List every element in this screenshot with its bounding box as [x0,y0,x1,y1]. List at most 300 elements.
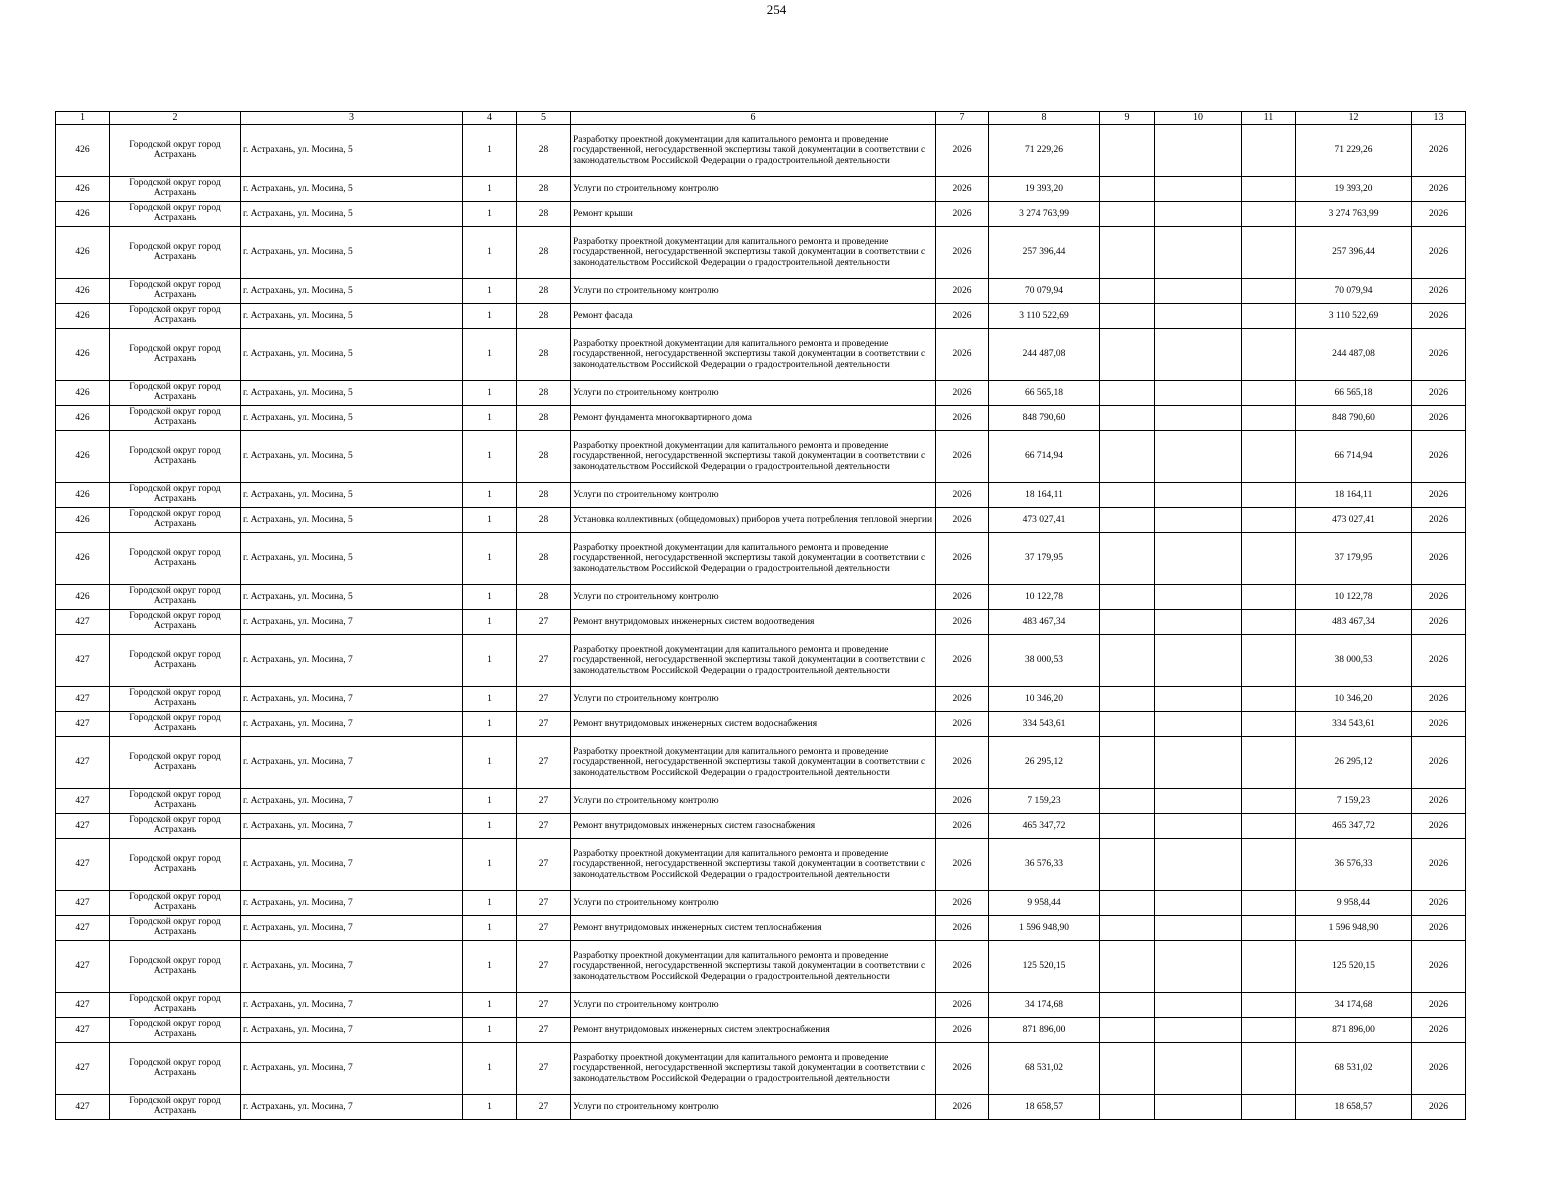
total-amount-cell: 9 958,44 [1296,891,1412,916]
col-4-value-cell: 1 [463,1043,517,1095]
row-number-cell: 426 [56,227,110,279]
col-10-value-cell [1155,227,1242,279]
col-9-value-cell [1100,1043,1155,1095]
column-number-7: 7 [936,112,989,125]
col-10-value-cell [1155,1018,1242,1043]
col-10-value-cell [1155,381,1242,406]
amount-cell: 10 122,78 [989,585,1100,610]
col-4-value-cell: 1 [463,381,517,406]
address-cell: г. Астрахань, ул. Мосина, 7 [241,1043,463,1095]
col-9-value-cell [1100,1095,1155,1120]
work-type-cell: Услуги по строительному контролю [571,891,936,916]
col-9-value-cell [1100,508,1155,533]
col-4-value-cell: 1 [463,585,517,610]
table-row [56,610,1466,635]
amount-cell: 483 467,34 [989,610,1100,635]
year-cell: 2026 [936,406,989,431]
address-cell: г. Астрахань, ул. Мосина, 5 [241,508,463,533]
col-9-value-cell [1100,585,1155,610]
municipality-cell: Городской округ город Астрахань [110,839,241,891]
col-4-value-cell: 1 [463,533,517,585]
total-amount-cell: 871 896,00 [1296,1018,1412,1043]
row-number-cell: 427 [56,737,110,789]
completion-year-cell: 2026 [1412,304,1466,329]
completion-year-cell: 2026 [1412,329,1466,381]
col-11-value-cell [1242,737,1296,789]
municipality-cell: Городской округ город Астрахань [110,789,241,814]
col-9-value-cell [1100,687,1155,712]
municipality-cell: Городской округ город Астрахань [110,483,241,508]
table-body [56,125,1466,1120]
col-11-value-cell [1242,916,1296,941]
amount-cell: 26 295,12 [989,737,1100,789]
work-type-cell: Услуги по строительному контролю [571,993,936,1018]
work-type-cell: Ремонт фасада [571,304,936,329]
col-5-value-cell: 28 [517,177,571,202]
municipality-cell: Городской округ город Астрахань [110,916,241,941]
address-cell: г. Астрахань, ул. Мосина, 7 [241,891,463,916]
total-amount-cell: 38 000,53 [1296,635,1412,687]
work-type-cell: Ремонт фундамента многоквартирного дома [571,406,936,431]
completion-year-cell: 2026 [1412,1095,1466,1120]
address-cell: г. Астрахань, ул. Мосина, 7 [241,814,463,839]
table-row [56,789,1466,814]
year-cell: 2026 [936,1043,989,1095]
amount-cell: 18 164,11 [989,483,1100,508]
address-cell: г. Астрахань, ул. Мосина, 5 [241,279,463,304]
column-number-1: 1 [56,112,110,125]
col-9-value-cell [1100,941,1155,993]
work-type-cell: Установка коллективных (общедомовых) приборов учета потребления тепловой энергии [571,508,936,533]
col-11-value-cell [1242,406,1296,431]
col-10-value-cell [1155,737,1242,789]
amount-cell: 465 347,72 [989,814,1100,839]
amount-cell: 66 565,18 [989,381,1100,406]
row-number-cell: 427 [56,712,110,737]
work-type-cell: Услуги по строительному контролю [571,279,936,304]
total-amount-cell: 483 467,34 [1296,610,1412,635]
total-amount-cell: 1 596 948,90 [1296,916,1412,941]
col-9-value-cell [1100,431,1155,483]
col-4-value-cell: 1 [463,406,517,431]
work-type-cell: Услуги по строительному контролю [571,177,936,202]
amount-cell: 19 393,20 [989,177,1100,202]
table-row [56,839,1466,891]
column-number-10: 10 [1155,112,1242,125]
col-11-value-cell [1242,1018,1296,1043]
amount-cell: 7 159,23 [989,789,1100,814]
year-cell: 2026 [936,789,989,814]
total-amount-cell: 334 543,61 [1296,712,1412,737]
col-4-value-cell: 1 [463,635,517,687]
col-11-value-cell [1242,483,1296,508]
row-number-cell: 426 [56,329,110,381]
col-11-value-cell [1242,202,1296,227]
total-amount-cell: 125 520,15 [1296,941,1412,993]
col-4-value-cell: 1 [463,227,517,279]
municipality-cell: Городской округ город Астрахань [110,279,241,304]
address-cell: г. Астрахань, ул. Мосина, 7 [241,1095,463,1120]
col-10-value-cell [1155,585,1242,610]
address-cell: г. Астрахань, ул. Мосина, 7 [241,916,463,941]
table-row [56,483,1466,508]
address-cell: г. Астрахань, ул. Мосина, 5 [241,125,463,177]
column-number-3: 3 [241,112,463,125]
column-number-6: 6 [571,112,936,125]
completion-year-cell: 2026 [1412,993,1466,1018]
col-4-value-cell: 1 [463,737,517,789]
col-9-value-cell [1100,712,1155,737]
completion-year-cell: 2026 [1412,737,1466,789]
table-row [56,508,1466,533]
work-type-cell: Ремонт внутридомовых инженерных систем водоснабжения [571,712,936,737]
row-number-cell: 427 [56,814,110,839]
col-4-value-cell: 1 [463,279,517,304]
col-11-value-cell [1242,635,1296,687]
municipality-cell: Городской округ город Астрахань [110,891,241,916]
completion-year-cell: 2026 [1412,585,1466,610]
year-cell: 2026 [936,687,989,712]
table-row [56,941,1466,993]
amount-cell: 244 487,08 [989,329,1100,381]
municipality-cell: Городской округ город Астрахань [110,381,241,406]
col-11-value-cell [1242,814,1296,839]
column-number-12: 12 [1296,112,1412,125]
col-4-value-cell: 1 [463,814,517,839]
address-cell: г. Астрахань, ул. Мосина, 5 [241,304,463,329]
col-5-value-cell: 27 [517,916,571,941]
col-9-value-cell [1100,202,1155,227]
year-cell: 2026 [936,304,989,329]
col-5-value-cell: 28 [517,585,571,610]
table-row [56,1018,1466,1043]
table-row [56,431,1466,483]
total-amount-cell: 3 274 763,99 [1296,202,1412,227]
col-5-value-cell: 28 [517,381,571,406]
col-4-value-cell: 1 [463,1018,517,1043]
col-5-value-cell: 27 [517,635,571,687]
col-5-value-cell: 27 [517,610,571,635]
table-row [56,635,1466,687]
table-row [56,533,1466,585]
work-type-cell: Ремонт внутридомовых инженерных систем газоснабжения [571,814,936,839]
col-5-value-cell: 27 [517,1018,571,1043]
municipality-cell: Городской округ город Астрахань [110,533,241,585]
total-amount-cell: 10 122,78 [1296,585,1412,610]
amount-cell: 125 520,15 [989,941,1100,993]
col-4-value-cell: 1 [463,941,517,993]
total-amount-cell: 68 531,02 [1296,1043,1412,1095]
year-cell: 2026 [936,533,989,585]
col-10-value-cell [1155,712,1242,737]
amount-cell: 71 229,26 [989,125,1100,177]
col-11-value-cell [1242,610,1296,635]
total-amount-cell: 70 079,94 [1296,279,1412,304]
year-cell: 2026 [936,279,989,304]
col-11-value-cell [1242,993,1296,1018]
address-cell: г. Астрахань, ул. Мосина, 5 [241,177,463,202]
col-5-value-cell: 27 [517,941,571,993]
row-number-cell: 427 [56,1095,110,1120]
col-4-value-cell: 1 [463,993,517,1018]
year-cell: 2026 [936,202,989,227]
total-amount-cell: 244 487,08 [1296,329,1412,381]
work-type-cell: Разработку проектной документации для капитального ремонта и проведение государственной, негосударственной экспертизы такой документации в соответствии с законодательством Российской Федерации о градостроительной деятельности [571,125,936,177]
completion-year-cell: 2026 [1412,406,1466,431]
municipality-cell: Городской округ город Астрахань [110,610,241,635]
row-number-cell: 427 [56,687,110,712]
col-5-value-cell: 28 [517,329,571,381]
col-9-value-cell [1100,177,1155,202]
col-5-value-cell: 28 [517,227,571,279]
address-cell: г. Астрахань, ул. Мосина, 7 [241,687,463,712]
row-number-cell: 426 [56,406,110,431]
table-row [56,891,1466,916]
work-type-cell: Разработку проектной документации для капитального ремонта и проведение государственной, негосударственной экспертизы такой документации в соответствии с законодательством Российской Федерации о градостроительной деятельности [571,737,936,789]
total-amount-cell: 848 790,60 [1296,406,1412,431]
col-10-value-cell [1155,1043,1242,1095]
table-row [56,406,1466,431]
col-9-value-cell [1100,227,1155,279]
col-4-value-cell: 1 [463,202,517,227]
work-type-cell: Разработку проектной документации для капитального ремонта и проведение государственной, негосударственной экспертизы такой документации в соответствии с законодательством Российской Федерации о градостроительной деятельности [571,329,936,381]
work-type-cell: Ремонт внутридомовых инженерных систем электроснабжения [571,1018,936,1043]
total-amount-cell: 34 174,68 [1296,993,1412,1018]
col-11-value-cell [1242,329,1296,381]
completion-year-cell: 2026 [1412,483,1466,508]
col-4-value-cell: 1 [463,712,517,737]
col-10-value-cell [1155,993,1242,1018]
year-cell: 2026 [936,508,989,533]
work-type-cell: Ремонт внутридомовых инженерных систем водоотведения [571,610,936,635]
municipality-cell: Городской округ город Астрахань [110,406,241,431]
amount-cell: 334 543,61 [989,712,1100,737]
total-amount-cell: 71 229,26 [1296,125,1412,177]
total-amount-cell: 10 346,20 [1296,687,1412,712]
col-4-value-cell: 1 [463,789,517,814]
amount-cell: 34 174,68 [989,993,1100,1018]
col-4-value-cell: 1 [463,483,517,508]
row-number-cell: 426 [56,533,110,585]
col-11-value-cell [1242,789,1296,814]
col-10-value-cell [1155,687,1242,712]
address-cell: г. Астрахань, ул. Мосина, 7 [241,712,463,737]
row-number-cell: 427 [56,839,110,891]
address-cell: г. Астрахань, ул. Мосина, 5 [241,483,463,508]
year-cell: 2026 [936,431,989,483]
table-row [56,279,1466,304]
row-number-cell: 426 [56,177,110,202]
col-10-value-cell [1155,304,1242,329]
completion-year-cell: 2026 [1412,381,1466,406]
work-type-cell: Услуги по строительному контролю [571,585,936,610]
col-4-value-cell: 1 [463,610,517,635]
year-cell: 2026 [936,891,989,916]
year-cell: 2026 [936,610,989,635]
column-number-5: 5 [517,112,571,125]
completion-year-cell: 2026 [1412,891,1466,916]
col-9-value-cell [1100,329,1155,381]
address-cell: г. Астрахань, ул. Мосина, 7 [241,635,463,687]
col-5-value-cell: 27 [517,687,571,712]
completion-year-cell: 2026 [1412,635,1466,687]
work-type-cell: Услуги по строительному контролю [571,789,936,814]
row-number-cell: 426 [56,381,110,406]
table-row [56,993,1466,1018]
col-4-value-cell: 1 [463,304,517,329]
work-type-cell: Разработку проектной документации для капитального ремонта и проведение государственной, негосударственной экспертизы такой документации в соответствии с законодательством Российской Федерации о градостроительной деятельности [571,941,936,993]
column-number-11: 11 [1242,112,1296,125]
col-11-value-cell [1242,304,1296,329]
work-type-cell: Услуги по строительному контролю [571,483,936,508]
total-amount-cell: 3 110 522,69 [1296,304,1412,329]
col-5-value-cell: 27 [517,993,571,1018]
year-cell: 2026 [936,814,989,839]
address-cell: г. Астрахань, ул. Мосина, 7 [241,941,463,993]
table-row [56,585,1466,610]
table-row [56,814,1466,839]
municipality-cell: Городской округ город Астрахань [110,635,241,687]
col-4-value-cell: 1 [463,508,517,533]
address-cell: г. Астрахань, ул. Мосина, 5 [241,431,463,483]
completion-year-cell: 2026 [1412,814,1466,839]
amount-cell: 38 000,53 [989,635,1100,687]
total-amount-cell: 66 714,94 [1296,431,1412,483]
completion-year-cell: 2026 [1412,431,1466,483]
col-10-value-cell [1155,891,1242,916]
col-9-value-cell [1100,891,1155,916]
col-9-value-cell [1100,839,1155,891]
col-10-value-cell [1155,279,1242,304]
row-number-cell: 427 [56,789,110,814]
row-number-cell: 426 [56,508,110,533]
col-10-value-cell [1155,177,1242,202]
year-cell: 2026 [936,125,989,177]
total-amount-cell: 66 565,18 [1296,381,1412,406]
year-cell: 2026 [936,941,989,993]
col-11-value-cell [1242,533,1296,585]
table-row [56,329,1466,381]
table-row [56,687,1466,712]
total-amount-cell: 7 159,23 [1296,789,1412,814]
col-9-value-cell [1100,381,1155,406]
completion-year-cell: 2026 [1412,533,1466,585]
amount-cell: 9 958,44 [989,891,1100,916]
col-11-value-cell [1242,431,1296,483]
amount-cell: 1 596 948,90 [989,916,1100,941]
municipality-cell: Городской округ город Астрахань [110,304,241,329]
col-9-value-cell [1100,737,1155,789]
column-number-13: 13 [1412,112,1466,125]
year-cell: 2026 [936,227,989,279]
col-5-value-cell: 27 [517,737,571,789]
address-cell: г. Астрахань, ул. Мосина, 7 [241,737,463,789]
col-4-value-cell: 1 [463,329,517,381]
municipality-cell: Городской округ город Астрахань [110,712,241,737]
municipality-cell: Городской округ город Астрахань [110,431,241,483]
amount-cell: 18 658,57 [989,1095,1100,1120]
address-cell: г. Астрахань, ул. Мосина, 7 [241,789,463,814]
col-9-value-cell [1100,125,1155,177]
address-cell: г. Астрахань, ул. Мосина, 5 [241,381,463,406]
completion-year-cell: 2026 [1412,789,1466,814]
municipality-cell: Городской округ город Астрахань [110,202,241,227]
col-10-value-cell [1155,125,1242,177]
col-9-value-cell [1100,993,1155,1018]
col-10-value-cell [1155,202,1242,227]
table-row [56,737,1466,789]
col-5-value-cell: 28 [517,483,571,508]
total-amount-cell: 37 179,95 [1296,533,1412,585]
amount-cell: 848 790,60 [989,406,1100,431]
completion-year-cell: 2026 [1412,227,1466,279]
table-row [56,227,1466,279]
col-11-value-cell [1242,1043,1296,1095]
total-amount-cell: 257 396,44 [1296,227,1412,279]
total-amount-cell: 18 164,11 [1296,483,1412,508]
work-type-cell: Ремонт крыши [571,202,936,227]
completion-year-cell: 2026 [1412,610,1466,635]
municipality-cell: Городской округ город Астрахань [110,1043,241,1095]
col-9-value-cell [1100,610,1155,635]
table-row [56,304,1466,329]
column-number-row [56,112,1466,125]
col-9-value-cell [1100,483,1155,508]
year-cell: 2026 [936,1095,989,1120]
col-5-value-cell: 27 [517,1095,571,1120]
year-cell: 2026 [936,635,989,687]
row-number-cell: 426 [56,279,110,304]
col-5-value-cell: 27 [517,839,571,891]
col-11-value-cell [1242,891,1296,916]
col-4-value-cell: 1 [463,839,517,891]
address-cell: г. Астрахань, ул. Мосина, 7 [241,839,463,891]
row-number-cell: 427 [56,916,110,941]
col-11-value-cell [1242,508,1296,533]
page-number: 254 [766,2,787,17]
completion-year-cell: 2026 [1412,687,1466,712]
col-5-value-cell: 27 [517,1043,571,1095]
year-cell: 2026 [936,1018,989,1043]
col-5-value-cell: 27 [517,789,571,814]
year-cell: 2026 [936,839,989,891]
col-9-value-cell [1100,635,1155,687]
work-type-cell: Разработку проектной документации для капитального ремонта и проведение государственной, негосударственной экспертизы такой документации в соответствии с законодательством Российской Федерации о градостроительной деятельности [571,839,936,891]
column-number-9: 9 [1100,112,1155,125]
address-cell: г. Астрахань, ул. Мосина, 5 [241,329,463,381]
year-cell: 2026 [936,712,989,737]
column-number-2: 2 [110,112,241,125]
column-number-4: 4 [463,112,517,125]
total-amount-cell: 473 027,41 [1296,508,1412,533]
col-5-value-cell: 27 [517,814,571,839]
amount-cell: 3 274 763,99 [989,202,1100,227]
amount-cell: 68 531,02 [989,1043,1100,1095]
row-number-cell: 427 [56,1018,110,1043]
col-5-value-cell: 27 [517,891,571,916]
work-type-cell: Ремонт внутридомовых инженерных систем теплоснабжения [571,916,936,941]
col-9-value-cell [1100,304,1155,329]
row-number-cell: 427 [56,610,110,635]
column-number-8: 8 [989,112,1100,125]
municipality-cell: Городской округ город Астрахань [110,993,241,1018]
col-10-value-cell [1155,431,1242,483]
col-10-value-cell [1155,1095,1242,1120]
work-type-cell: Разработку проектной документации для капитального ремонта и проведение государственной, негосударственной экспертизы такой документации в соответствии с законодательством Российской Федерации о градостроительной деятельности [571,533,936,585]
amount-cell: 37 179,95 [989,533,1100,585]
col-4-value-cell: 1 [463,891,517,916]
col-5-value-cell: 28 [517,304,571,329]
